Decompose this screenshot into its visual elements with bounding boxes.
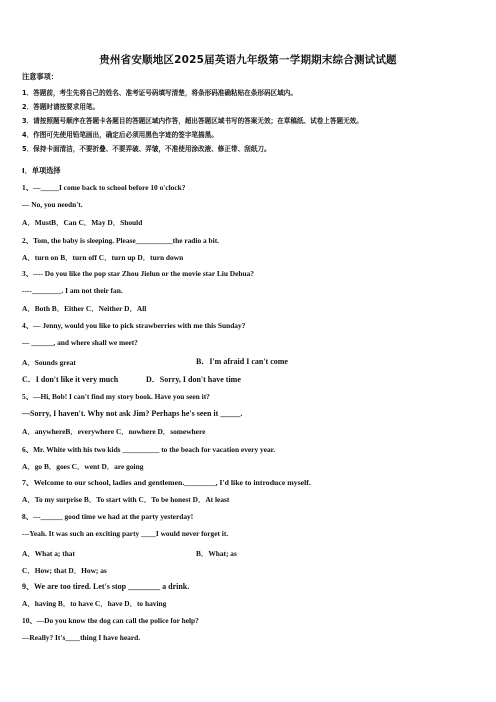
question-4-option-d: D．Sorry, I don't have time — [146, 375, 241, 384]
question-5-reply: —Sorry, I haven't. Why not ask Jim? Perhaps he's seen it _____. — [22, 409, 243, 418]
page-title: 贵州省安顺地区2025届英语九年级第一学期期末综合测试试题 — [99, 54, 397, 66]
note-item: 1．答题前，考生先将自己的姓名、准考证号码填写清楚，将条形码准确粘贴在条形码区域内。 — [22, 89, 297, 97]
question-6-options: A．go B．goes C．went D．are going — [22, 462, 144, 471]
question-3-reply: ----________. I am not their fan. — [22, 286, 123, 295]
question-8-stem: 8、---______ good time we had at the party yesterday! — [22, 512, 194, 521]
question-4-option-a: A．Sounds great — [22, 358, 76, 367]
question-4-option-b: B．I'm afraid I can't come — [196, 357, 288, 366]
note-item: 5．保持卡面清洁，不要折叠、不要弄破、弄皱，不准使用涂改液、修正带、刮纸刀。 — [22, 145, 271, 153]
question-10-reply: —Really? It's____thing I have heard. — [22, 633, 141, 642]
note-item: 4．作图可先使用铅笔画出，确定后必须用黑色字迹的签字笔描黑。 — [22, 131, 218, 139]
question-6-stem: 6、Mr. White with his two kids __________ to the beach for vacation every year. — [22, 445, 276, 454]
question-8-reply: ---Yeah. It was such an exciting party ____I would never forget it. — [22, 529, 229, 538]
question-7-stem: 7、Welcome to our school, ladies and gentlemen.________, I'd like to introduce myself. — [22, 478, 311, 487]
note-item: 3．请按照题号顺序在答题卡各题目的答题区域内作答，超出答题区域书写的答案无效；在草稿纸、试卷上答题无效。 — [22, 117, 363, 125]
question-4-stem: 4、— Jenny, would you like to pick strawberries with me this Sunday? — [22, 321, 246, 330]
note-item: 2．答题时请按要求用笔。 — [22, 103, 100, 111]
question-1-options: A．MustB．Can C．May D．Should — [22, 218, 143, 227]
question-1-reply: — No, you needn't. — [22, 200, 83, 209]
question-8-option-a: A．What a; that — [22, 549, 75, 558]
question-1-stem: 1、—_____I come back to school before 10 o'clock? — [22, 183, 186, 192]
question-9-stem: 9、We are too tired. Let's stop ________ a drink. — [22, 582, 190, 591]
question-4-reply: — ______, and where shall we meet? — [22, 338, 138, 347]
question-4-option-c: C．I don't like it very much — [22, 375, 119, 384]
question-7-options: A．To my surprise B．To start with C．To be honest D．At least — [22, 495, 230, 504]
question-5-options: A．anywhereB．everywhere C．nowhere D．somewhere — [22, 427, 206, 436]
question-3-options: A．Both B．Either C．Neither D．All — [22, 304, 147, 313]
question-9-options: A．having B．to have C．have D．to having — [22, 599, 167, 608]
question-8-option-cd: C．How; that D．How; as — [22, 566, 107, 575]
question-2-options: A．turn on B．turn off C．turn up D．turn down — [22, 253, 184, 262]
section-title: Ⅰ．单项选择 — [22, 166, 61, 175]
question-10-stem: 10、—Do you know the dog can call the police for help? — [22, 616, 199, 625]
question-8-option-b: B．What; as — [196, 549, 237, 558]
question-5-stem: 5、—Hi, Bob! I can't find my story book. Have you seen it? — [22, 392, 210, 401]
notes-heading: 注意事项： — [22, 72, 58, 81]
question-2-stem: 2、Tom, the baby is sleeping. Please__________the radio a bit. — [22, 236, 220, 245]
question-3-stem: 3、---- Do you like the pop star Zhou Jielun or the movie star Liu Dehua? — [22, 269, 254, 278]
